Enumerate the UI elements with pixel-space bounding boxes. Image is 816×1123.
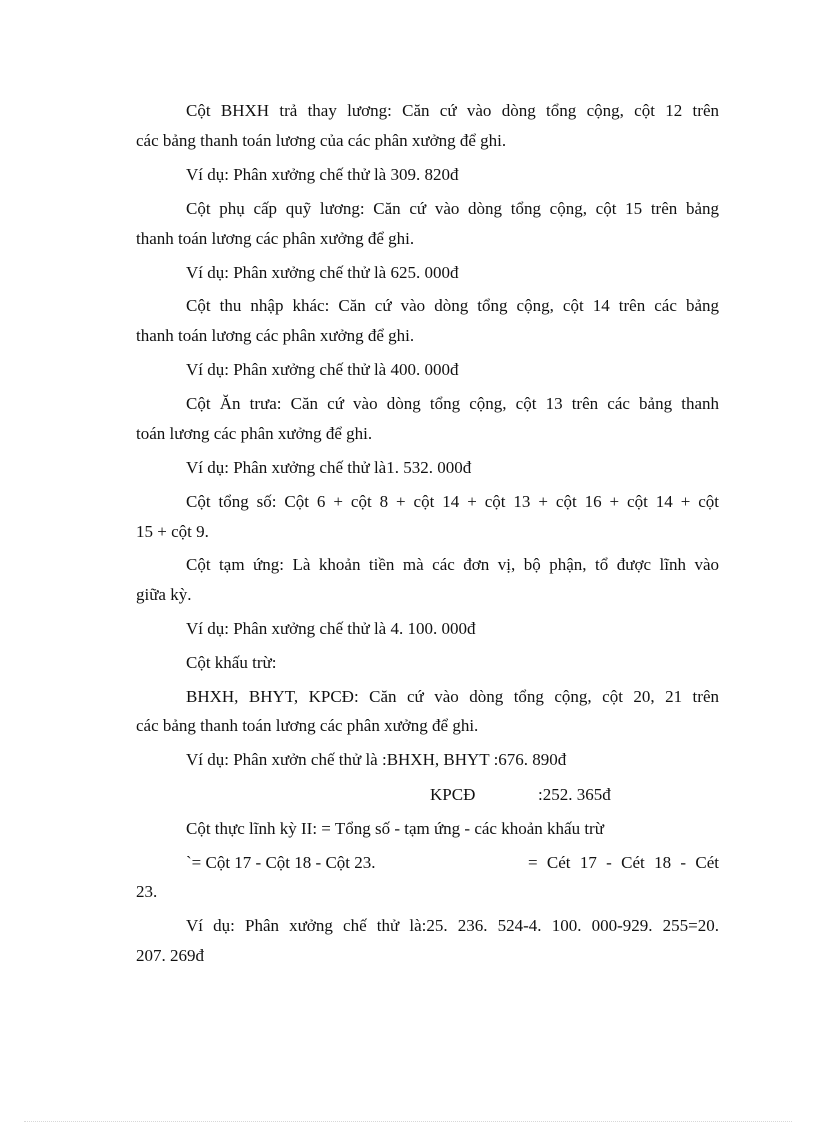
heading-khau-tru: Cột khấu trừ: (186, 653, 277, 672)
paragraph-thu-nhap-line2: thanh toán lương các phân xưởng để ghi. (136, 326, 415, 345)
example-phu-cap: Ví dụ: Phân xưởng chế thử là 625. 000đ (186, 263, 459, 282)
example-bhxh: Ví dụ: Phân xưởng chế thử là 309. 820đ (186, 165, 459, 184)
paragraph-bhxh-line2: các bảng thanh toán lương của các phân xưởng để ghi. (136, 131, 507, 150)
example-khau-tru: Ví dụ: Phân xưởn chế thử là :BHXH, BHYT :676. 890đ (186, 750, 567, 769)
example-an-trua: Ví dụ: Phân xưởng chế thử là1. 532. 000đ (186, 458, 472, 477)
example-thu-nhap: Ví dụ: Phân xưởng chế thử là 400. 000đ (186, 360, 459, 379)
paragraph-thu-nhap-line1: Cột thu nhập khác: Căn cứ vào dòng tổng cộng, cột 14 trên các bảng (186, 296, 719, 315)
example-tam-ung: Ví dụ: Phân xưởng chế thử là 4. 100. 000đ (186, 619, 476, 638)
paragraph-tam-ung-line2: giữa kỳ. (136, 585, 192, 604)
paragraph-phu-cap-line2: thanh toán lương các phân xưởng để ghi. (136, 229, 415, 248)
paragraph-an-trua-line1: Cột Ăn trưa: Căn cứ vào dòng tổng cộng, cột 13 trên các bảng thanh (186, 394, 719, 413)
example-thuc-linh-line1: Ví dụ: Phân xưởng chế thử là:25. 236. 524-4. 100. 000-929. 255=20. (186, 916, 719, 935)
paragraph-bhxh-line1: Cột BHXH trả thay lương: Căn cứ vào dòng tổng cộng, cột 12 trên (186, 101, 719, 120)
kpcd-value: :252. 365đ (538, 785, 611, 804)
paragraph-an-trua-line2: toán lương các phân xưởng để ghi. (136, 424, 373, 443)
paragraph-tong-so-line1: Cột tổng số: Cột 6 + cột 8 + cột 14 + cột 13 + cột 16 + cột 14 + cột (186, 492, 719, 511)
paragraph-thuc-linh: Cột thực lĩnh kỳ II: = Tổng số - tạm ứng - các khoản khấu trừ (186, 819, 604, 838)
paragraph-khau-tru-line2: các bảng thanh toán lương các phân xưởng để ghi. (136, 716, 479, 735)
paragraph-khau-tru-line1: BHXH, BHYT, KPCĐ: Căn cứ vào dòng tổng cộng, cột 20, 21 trên (186, 687, 719, 706)
kpcd-label: KPCĐ (430, 785, 476, 804)
paragraph-tong-so-line2: 15 + cột 9. (136, 522, 209, 541)
example-thuc-linh-line2: 207. 269đ (136, 946, 204, 965)
paragraph-tam-ung-line1: Cột tạm ứng: Là khoản tiền mà các đơn vị, bộ phận, tổ được lĩnh vào (186, 555, 719, 574)
formula-left: `= Cột 17 - Cột 18 - Cột 23. (186, 853, 376, 872)
formula-continuation: 23. (136, 882, 158, 901)
page-bottom-rule (24, 1121, 792, 1122)
formula-right: = Cét 17 - Cét 18 - Cét (528, 853, 719, 872)
paragraph-phu-cap-line1: Cột phụ cấp quỹ lương: Căn cứ vào dòng tổng cộng, cột 15 trên bảng (186, 199, 719, 218)
